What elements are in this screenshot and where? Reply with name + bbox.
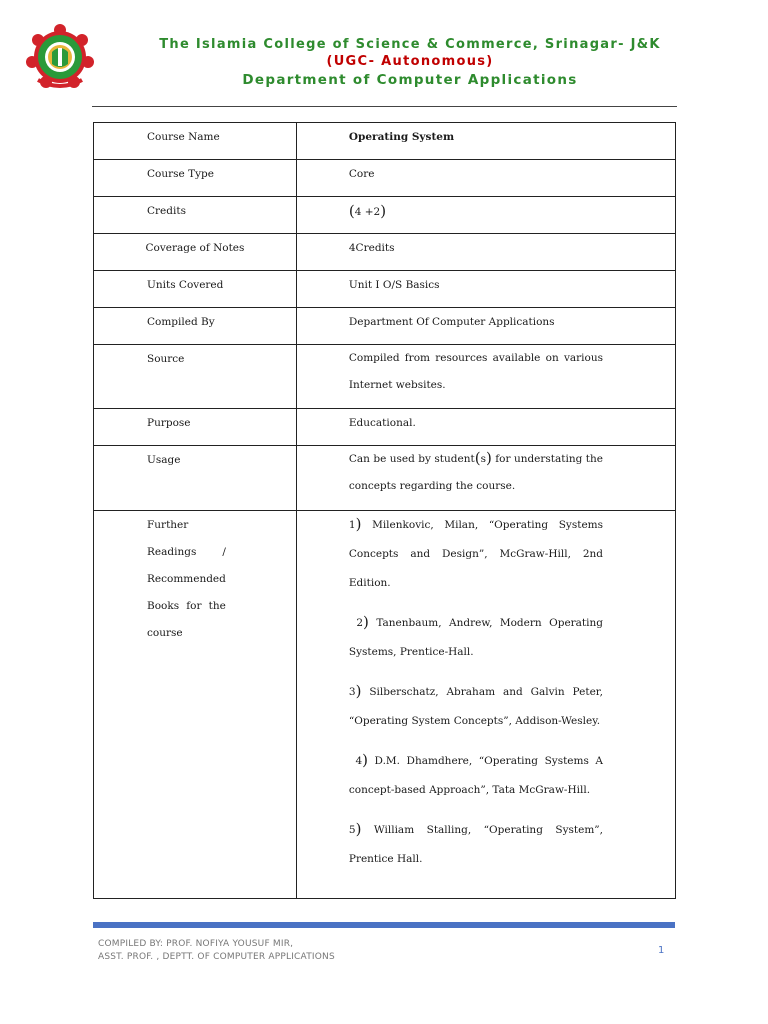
table-row bbox=[94, 271, 676, 308]
credits-value: (4 +2) bbox=[348, 202, 387, 220]
header-titles bbox=[120, 36, 700, 90]
table-row bbox=[94, 345, 676, 409]
college-logo-icon bbox=[24, 22, 96, 90]
table-row bbox=[94, 511, 676, 899]
table-row bbox=[94, 197, 676, 234]
purpose-value: Educational. bbox=[348, 417, 416, 429]
table-row bbox=[94, 308, 676, 345]
purpose-label: Purpose bbox=[147, 417, 191, 429]
course-type-label: Course Type bbox=[147, 168, 214, 180]
course-name-label: Course Name bbox=[147, 131, 220, 143]
list-item: 2) Tanenbaum, Andrew, Modern Operating Systems, Prentice-Hall. bbox=[348, 613, 603, 658]
coverage-label: Coverage of Notes bbox=[145, 242, 245, 254]
credits-label: Credits bbox=[147, 205, 186, 217]
table-row bbox=[94, 123, 676, 160]
table-row bbox=[94, 160, 676, 197]
compiled-by-value: Department Of Computer Applications bbox=[348, 316, 555, 328]
course-name-value: Operating System bbox=[348, 131, 455, 143]
usage-label: Usage bbox=[147, 454, 181, 466]
autonomous-label: (UGC- Autonomous) bbox=[326, 54, 494, 69]
references-list bbox=[297, 511, 675, 874]
units-value: Unit I O/S Basics bbox=[348, 279, 440, 291]
compiled-by-label: Compiled By bbox=[147, 316, 215, 328]
table-row bbox=[94, 234, 676, 271]
header-divider bbox=[92, 106, 677, 107]
source-label: Source bbox=[147, 353, 185, 365]
list-item: 5) William Stalling, “Operating System”, Prentice Hall. bbox=[348, 820, 603, 865]
footer-divider bbox=[93, 922, 675, 928]
list-item: 1) Milenkovic, Milan, “Operating Systems Concepts and Design”, McGraw-Hill, 2nd Edition. bbox=[348, 515, 603, 589]
usage-value: Can be used by student(s) for understating the concepts regarding the course. bbox=[348, 449, 603, 492]
page-number: 1 bbox=[658, 945, 665, 956]
page-header bbox=[0, 0, 768, 110]
course-details-table bbox=[93, 122, 676, 899]
list-item: 4) D.M. Dhamdhere, “Operating Systems A concept-based Approach”, Tata McGraw-Hill. bbox=[348, 751, 604, 796]
source-value: Compiled from resources available on various Internet websites. bbox=[348, 352, 603, 391]
college-name: The Islamia College of Science & Commerce, Srinagar- J&K bbox=[159, 37, 661, 52]
department-name: Department of Computer Applications bbox=[242, 72, 578, 88]
footer-line-1: COMPILED BY: PROF. NOFIYA YOUSUF MIR, bbox=[98, 939, 294, 949]
footer-credits bbox=[98, 938, 335, 964]
further-readings-label: Further Readings / Recommended Books for the course bbox=[147, 519, 226, 639]
footer-line-2: ASST. PROF. , DEPTT. OF COMPUTER APPLICATIONS bbox=[98, 952, 335, 962]
list-item: 3) Silberschatz, Abraham and Galvin Peter, “Operating System Concepts”, Addison-Wesley. bbox=[348, 682, 603, 727]
course-type-value: Core bbox=[348, 168, 375, 180]
units-label: Units Covered bbox=[147, 279, 224, 291]
coverage-value: 4Credits bbox=[348, 242, 395, 254]
table-row bbox=[94, 409, 676, 446]
table-row bbox=[94, 446, 676, 511]
